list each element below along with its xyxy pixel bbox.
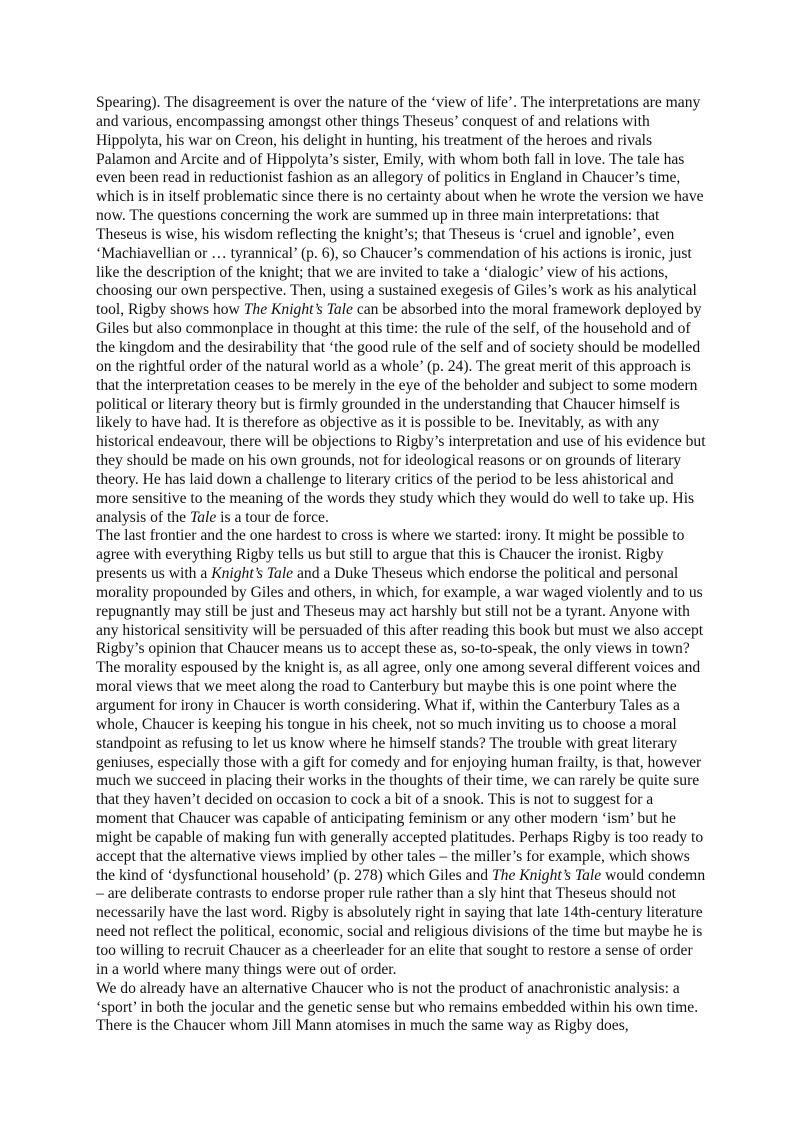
text-run: Spearing). The disagreement is over the nature of the ‘view of life’. The interpretations are many and various, encompassing amongst other things Theseus’ conquest of and relations with Hippolyta, his war on Creon, his delight in hunting, his treatment of the heroes and rivals Palamon and Arcite and of Hippolyta’s sister, Emily, with whom both fall in love. The tale has even been read in reductionist fashion as an allegory of politics in England in Chaucer’s time, which is in itself problematic since there is no certainty about when he wrote the version we have now. The questions concerning the work are summed up in three main interpretations: that Theseus is wise, his wisdom reflecting the knight’s; that Theseus is ‘cruel and ignoble’, even ‘Machiavellian or … tyrannical’ (p. 6), so Chaucer’s commendation of his actions is ironic, just like the description of the knight; that we are invited to take a ‘dialogic’ view of his actions, choosing our own perspective. Then, using a sustained exegesis of Giles’s work as his analytical tool, Rigby shows how [96, 94, 704, 319]
text-run: would condemn – are deliberate contrasts to endorse proper rule rather than a sly hint that Theseus should not necessarily have the last word. Rigby is absolutely right in saying that late 14th-century literature need not reflect the political, economic, social and religious divisions of the time but maybe he is too willing to recruit Chaucer as a cheerleader for an elite that sought to restore a sense of order in a world where many things were out of order. [96, 866, 706, 978]
paragraph-2 [96, 527, 708, 979]
text-run: We do already have an alternative Chaucer who is not the product of anachronistic analysis: a ‘sport’ in both the jocular and the genetic sense but who remains embedded within his own time. There is the Chaucer whom Jill Mann atomises in much the same way as Rigby does, [96, 979, 699, 1035]
review-body [96, 94, 708, 1036]
paragraph-1 [96, 94, 708, 527]
text-run: The last frontier and the one hardest to cross is where we started: irony. It might be possible to agree with everything Rigby tells us but still to argue that this is Chaucer the ironist. Rigby presents us with a [96, 527, 685, 583]
text-run: and a Duke Theseus which endorse the political and personal morality propounded by Giles and others, in which, for example, a war waged violently and to us repugnantly may still be just and Theseus may act harshly but still not be a tyrant. Anyone with any historical sensitivity will be persuaded of this after reading this book but must we also accept Rigby’s opinion that Chaucer means us to accept these as, so-to-speak, the only views in town? The morality espoused by the knight is, as all agree, only one among several different voices and moral views that we meet along the road to Canterbury but maybe this is one point where the argument for irony in Chaucer is worth considering. What if, within the Canterbury Tales as a whole, Chaucer is keeping his tongue in his cheek, not so much inviting us to choose a moral standpoint as refusing to let us know where he himself stands? The trouble with great literary geniuses, especially those with a gift for comedy and for enjoying human frailty, is that, however much we succeed in placing their works in the thoughts of their time, we can rarely be quite sure that they haven’t decided on occasion to cock a bit of a snook. This is not to suggest for a moment that Chaucer was capable of anticipating feminism or any other modern ‘ism’ but he might be capable of making fun with generally accepted platitudes. Perhaps Rigby is too ready to accept that the alternative views implied by other tales – the miller’s for example, which shows the kind of ‘dysfunctional household’ (p. 278) which Giles and [96, 565, 704, 884]
paragraph-3 [96, 980, 708, 1037]
italic-title: Tale [189, 508, 217, 526]
italic-title: Knight’s Tale [211, 565, 294, 583]
text-run: can be absorbed into the moral framework deployed by Giles but also commonplace in thought at this time: the rule of the self, of the household and of the kingdom and the desirability that ‘the good rule of the self and of society should be modelled on the rightful order of the natural world as a whole’ (p. 24). The great merit of this approach is that the interpretation ceases to be merely in the eye of the beholder and subject to some modern political or literary theory but is firmly grounded in the understanding that Chaucer himself is likely to have had. It is therefore as objective as it is possible to be. Inevitably, as with any historical endeavour, there will be objections to Rigby’s interpretation and use of his evidence but they should be made on his own grounds, not for ideological reasons or on grounds of literary theory. He has laid down a challenge to literary critics of the period to be less ahistorical and more sensitive to the meaning of the words they study which they would do well to take up. His analysis of the [96, 301, 706, 526]
text-run: is a tour de force. [216, 508, 329, 526]
italic-title: The Knight’s Tale [243, 301, 353, 319]
italic-title: The Knight’s Tale [491, 866, 602, 884]
